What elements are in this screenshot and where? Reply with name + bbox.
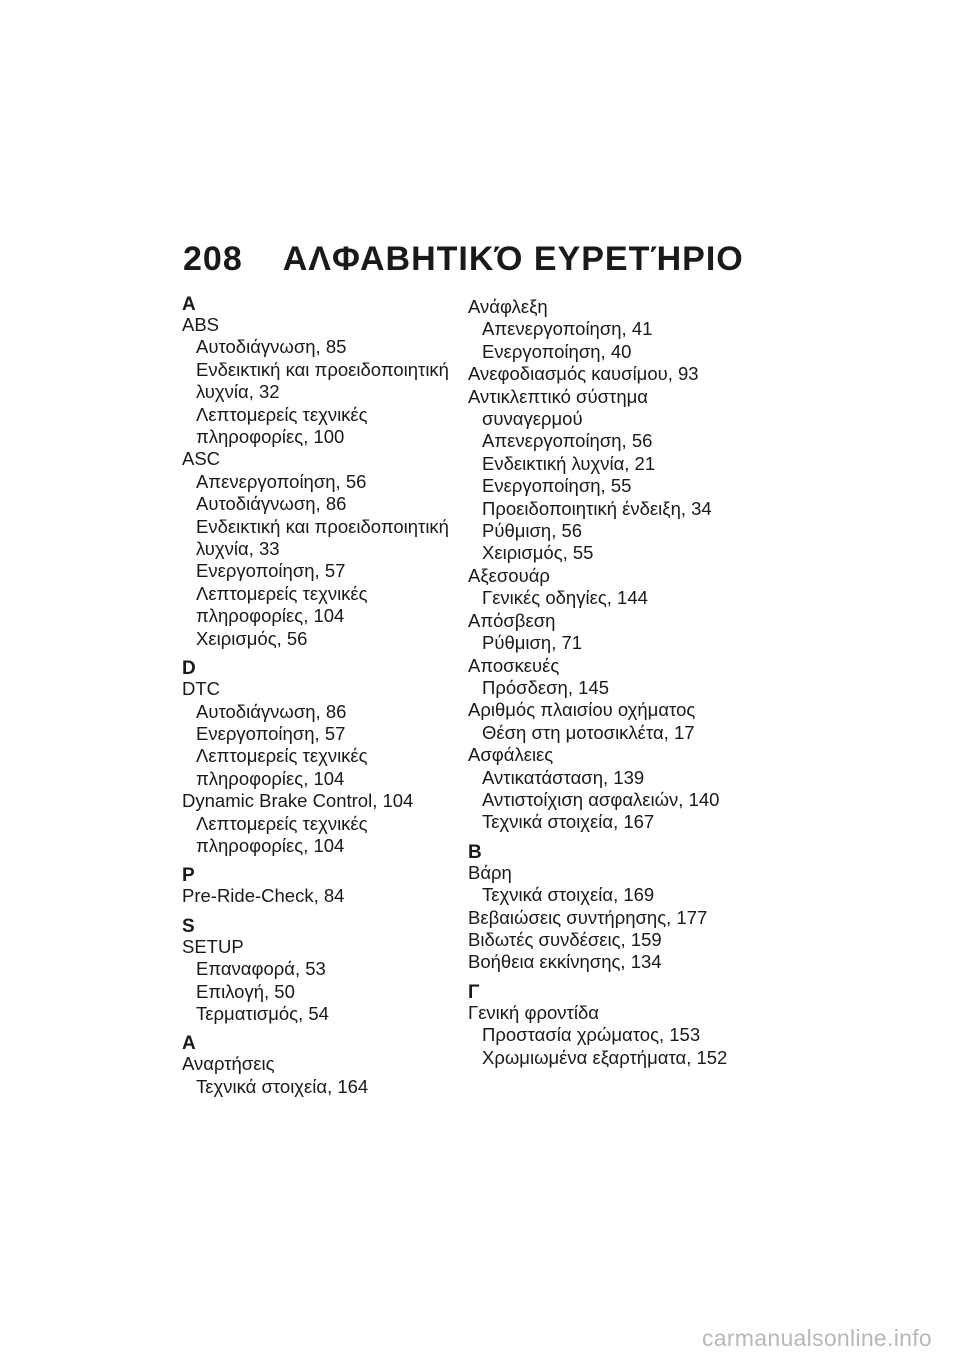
index-subentry: Αυτοδιάγνωση, 85 [196,336,347,358]
index-subentry: Προειδοποιητική ένδειξη, 34 [482,497,712,519]
index-entry: Αναρτήσεις [182,1053,275,1075]
index-letter-heading: S [182,915,195,937]
index-subentry: Ενδεικτική και προειδοποιητική [196,515,449,537]
index-subentry: Χρωμιωμένα εξαρτήματα, 152 [482,1046,728,1068]
index-entry: Dynamic Brake Control, 104 [182,790,414,812]
index-subentry: Γενικές οδηγίες, 144 [482,587,648,609]
index-entry: Αντικλεπτικό σύστημα [468,385,648,407]
index-subentry: πληροφορίες, 104 [196,767,345,789]
index-subentry: Απενεργοποίηση, 56 [482,430,653,452]
index-subentry: Ρύθμιση, 56 [482,520,583,542]
index-entry: Pre-Ride-Check, 84 [182,885,345,907]
index-letter-heading: D [182,658,196,680]
index-entry: Γενική φροντίδα [468,1001,599,1023]
index-entry: Βοήθεια εκκίνησης, 134 [468,951,662,973]
index-entry: Απόσβεση [468,609,556,631]
index-column-left [182,296,462,1098]
index-entry: DTC [182,678,221,700]
index-entry: Αριθμός πλαισίου οχήματος [468,699,696,721]
index-subentry: Ενδεικτική και προειδοποιητική [196,358,449,380]
index-entry: Ανάφλεξη [468,296,548,317]
index-entry: SETUP [182,935,244,957]
page-header [183,240,744,279]
index-subentry: Χειρισμός, 55 [482,542,594,564]
index-letter-heading: Α [182,1033,196,1055]
index-subentry: Λεπτομερείς τεχνικές [196,403,368,425]
index-letter-heading: A [182,294,196,315]
index-subentry: Επιλογή, 50 [196,980,295,1002]
index-entry: ABS [182,314,220,335]
index-entry: Βάρη [468,861,512,883]
index-subentry: Αντιστοίχιση ασφαλειών, 140 [482,788,720,810]
index-subentry: Τεχνικά στοιχεία, 164 [196,1075,369,1097]
index-subentry: λυχνία, 33 [196,538,280,560]
index-subentry: Ενεργοποίηση, 57 [196,560,346,582]
index-subentry: Λεπτομερείς τεχνικές [196,582,368,604]
index-subentry: Χειρισμός, 56 [196,627,308,649]
index-entry: Ασφάλειες [468,744,554,766]
index-subentry: Τεχνικά στοιχεία, 169 [482,884,655,906]
index-subentry: Επαναφορά, 53 [196,958,326,980]
index-subentry: Τερματισμός, 54 [196,1002,329,1024]
index-subentry: λυχνία, 32 [196,381,280,403]
index-subentry: Αντικατάσταση, 139 [482,766,645,788]
index-subentry: Πρόσδεση, 145 [482,676,609,698]
index-subentry: πληροφορίες, 100 [196,426,345,448]
index-entry: Αποσκευές [468,654,560,676]
index-entry: ASC [182,448,221,470]
index-entry: Ανεφοδιασμός καυσίμου, 93 [468,363,699,385]
index-entry: Βεβαιώσεις συντήρησης, 177 [468,906,708,928]
index-subentry: Αυτοδιάγνωση, 86 [196,493,347,515]
index-subentry: Ρύθμιση, 71 [482,632,583,654]
index-column-right [468,296,768,1069]
index-subentry: Ενδεικτική λυχνία, 21 [482,452,656,474]
page-title: ΑΛΦΑΒΗΤΙΚΌ ΕΥΡΕΤΉΡΙΟ [282,240,744,278]
index-letter-heading: P [182,865,195,887]
index-letter-heading: Γ [468,981,480,1003]
index-subentry: Ενεργοποίηση, 55 [482,475,632,497]
index-subentry: Τεχνικά στοιχεία, 167 [482,811,655,833]
index-subentry: συναγερμού [482,408,583,430]
index-subentry: πληροφορίες, 104 [196,834,345,856]
index-subentry: Ενεργοποίηση, 40 [482,340,632,362]
index-subentry: Προστασία χρώματος, 153 [482,1024,701,1046]
index-subentry: πληροφορίες, 104 [196,605,345,627]
index-entry: Βιδωτές συνδέσεις, 159 [468,928,662,950]
index-subentry: Ενεργοποίηση, 57 [196,722,346,744]
index-entry: Αξεσουάρ [468,564,550,586]
index-subentry: Λεπτομερείς τεχνικές [196,812,368,834]
index-subentry: Απενεργοποίηση, 41 [482,318,653,340]
watermark-text[interactable]: carmanualsonline.info [701,1325,932,1351]
index-subentry: Θέση στη μοτοσικλέτα, 17 [482,721,695,743]
index-subentry: Απενεργοποίηση, 56 [196,470,367,492]
index-subentry: Λεπτομερείς τεχνικές [196,745,368,767]
index-letter-heading: Β [468,841,482,863]
page-number: 208 [183,240,243,278]
index-subentry: Αυτοδιάγνωση, 86 [196,700,347,722]
